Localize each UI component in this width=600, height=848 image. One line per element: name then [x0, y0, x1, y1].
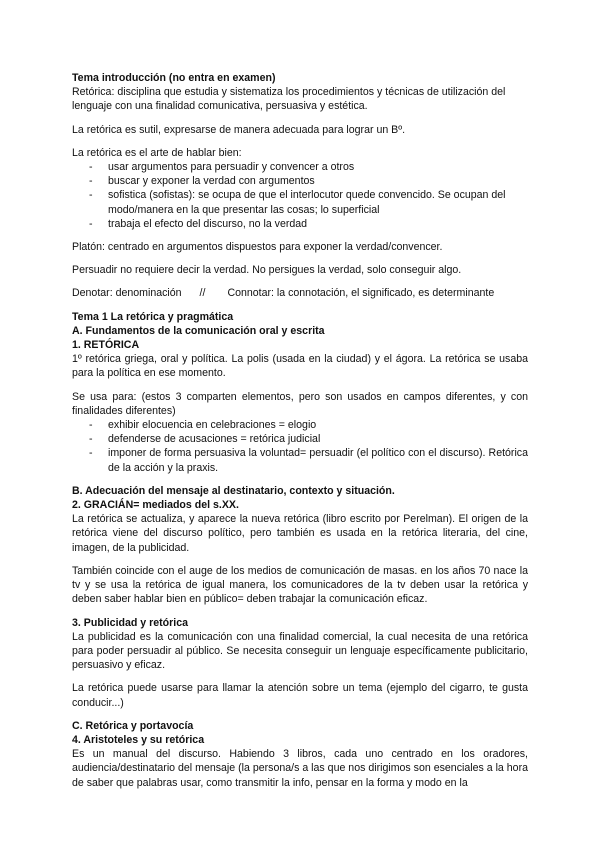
list-item: - exhibir elocuencia en celebraciones = elogio: [72, 418, 528, 432]
paragraph-llamar-atencion: La retórica puede usarse para llamar la atención sobre un tema (ejemplo del cigarro, te gusta conducir...): [72, 682, 528, 709]
list-item: - sofistica (sofistas): se ocupa de que el interlocutor quede convencido. Se ocupan del modo/manera en la que presentar las cosas; lo superficial: [72, 188, 528, 216]
paragraph-manual-discurso: Es un manual del discurso. Habiendo 3 libros, cada uno centrado en los oradores, audiencia/destinatario del mensaje (la persona/s a las que nos dirigimos son esenciales a la hora de saber que palabras usar, como transmitir la info, pensar en la forma y modo en la: [72, 748, 528, 789]
heading-gracian: 2. GRACIÁN= mediados del s.XX.: [72, 499, 239, 512]
intro-bullet-list: [72, 160, 528, 231]
denotar-text: Denotar: denominación: [72, 287, 182, 300]
list-item: - usar argumentos para persuadir y convencer a otros: [72, 160, 528, 174]
section-a-heading: A. Fundamentos de la comunicación oral y escrita: [72, 324, 325, 337]
paragraph-publicidad: La publicidad es la comunicación con una finalidad comercial, la cual necesita de una retórica para poder persuadir al público. Se necesita conseguir un lenguaje específicamente publicitario, persuasivo y eficaz.: [72, 630, 528, 672]
intro-platon: Platón: centrado en argumentos dispuestos para exponer la verdad/convencer.: [72, 241, 443, 254]
intro-sutil: La retórica es sutil, expresarse de manera adecuada para lograr un Bº.: [72, 123, 406, 136]
list-item: - defenderse de acusaciones = retórica judicial: [72, 432, 528, 446]
paragraph-retorica-griega: 1º retórica griega, oral y política. La polis (usada en la ciudad) y el ágora. La retórica se usaba para la política en ese momento.: [72, 353, 528, 380]
connotar-text: Connotar: la connotación, el significado, es determinante: [227, 287, 495, 300]
paragraph-se-usa-para: Se usa para: (estos 3 comparten elementos, pero son usados en campos diferentes, y con finalidades diferentes): [72, 390, 528, 417]
usos-bullet-list: [72, 418, 528, 475]
heading-retorica: 1. RETÓRICA: [72, 339, 140, 352]
heading-publicidad: 3. Publicidad y retórica: [72, 616, 188, 629]
list-item: - buscar y exponer la verdad con argumentos: [72, 174, 528, 188]
section-b-heading: B. Adecuación del mensaje al destinatario, contexto y situación.: [72, 484, 395, 497]
list-item: - trabaja el efecto del discurso, no la verdad: [72, 217, 528, 231]
intro-persuadir: Persuadir no requiere decir la verdad. No persigues la verdad, solo conseguir algo.: [72, 264, 462, 277]
heading-aristoteles: 4. Aristoteles y su retórica: [72, 733, 205, 746]
separator: //: [199, 287, 206, 300]
intro-definition: Retórica: disciplina que estudia y sistematiza los procedimientos y técnicas de utilización del lenguaje con una finalidad comunicativa, persuasiva y estética.: [72, 86, 506, 113]
paragraph-nueva-retorica: La retórica se actualiza, y aparece la nueva retórica (libro escrito por Perelman). El origen de la retórica viene del discurso político, pero también es usada en la retórica literaria, del cine, imagen, de la publicidad.: [72, 513, 528, 554]
intro-arte: La retórica es el arte de hablar bien:: [72, 146, 242, 159]
tema1-title: Tema 1 La retórica y pragmática: [72, 310, 234, 323]
intro-denotar-connotar: [72, 286, 528, 300]
document-body: [72, 71, 528, 790]
list-item: - imponer de forma persuasiva la voluntad= persuadir (el político con el discurso). Retórica de la acción y la praxis.: [72, 446, 528, 474]
section-c-heading: C. Retórica y portavocía: [72, 719, 194, 732]
paragraph-medios-masas: También coincide con el auge de los medios de comunicación de masas. en los años 70 nace la tv y se usa la retórica de igual manera, los comunicadores de la tv deben usar la retórica y deben saber hablar bien en público= deben trabajar la comunicación eficaz.: [72, 564, 528, 606]
intro-title: Tema introducción (no entra en examen): [72, 72, 276, 84]
